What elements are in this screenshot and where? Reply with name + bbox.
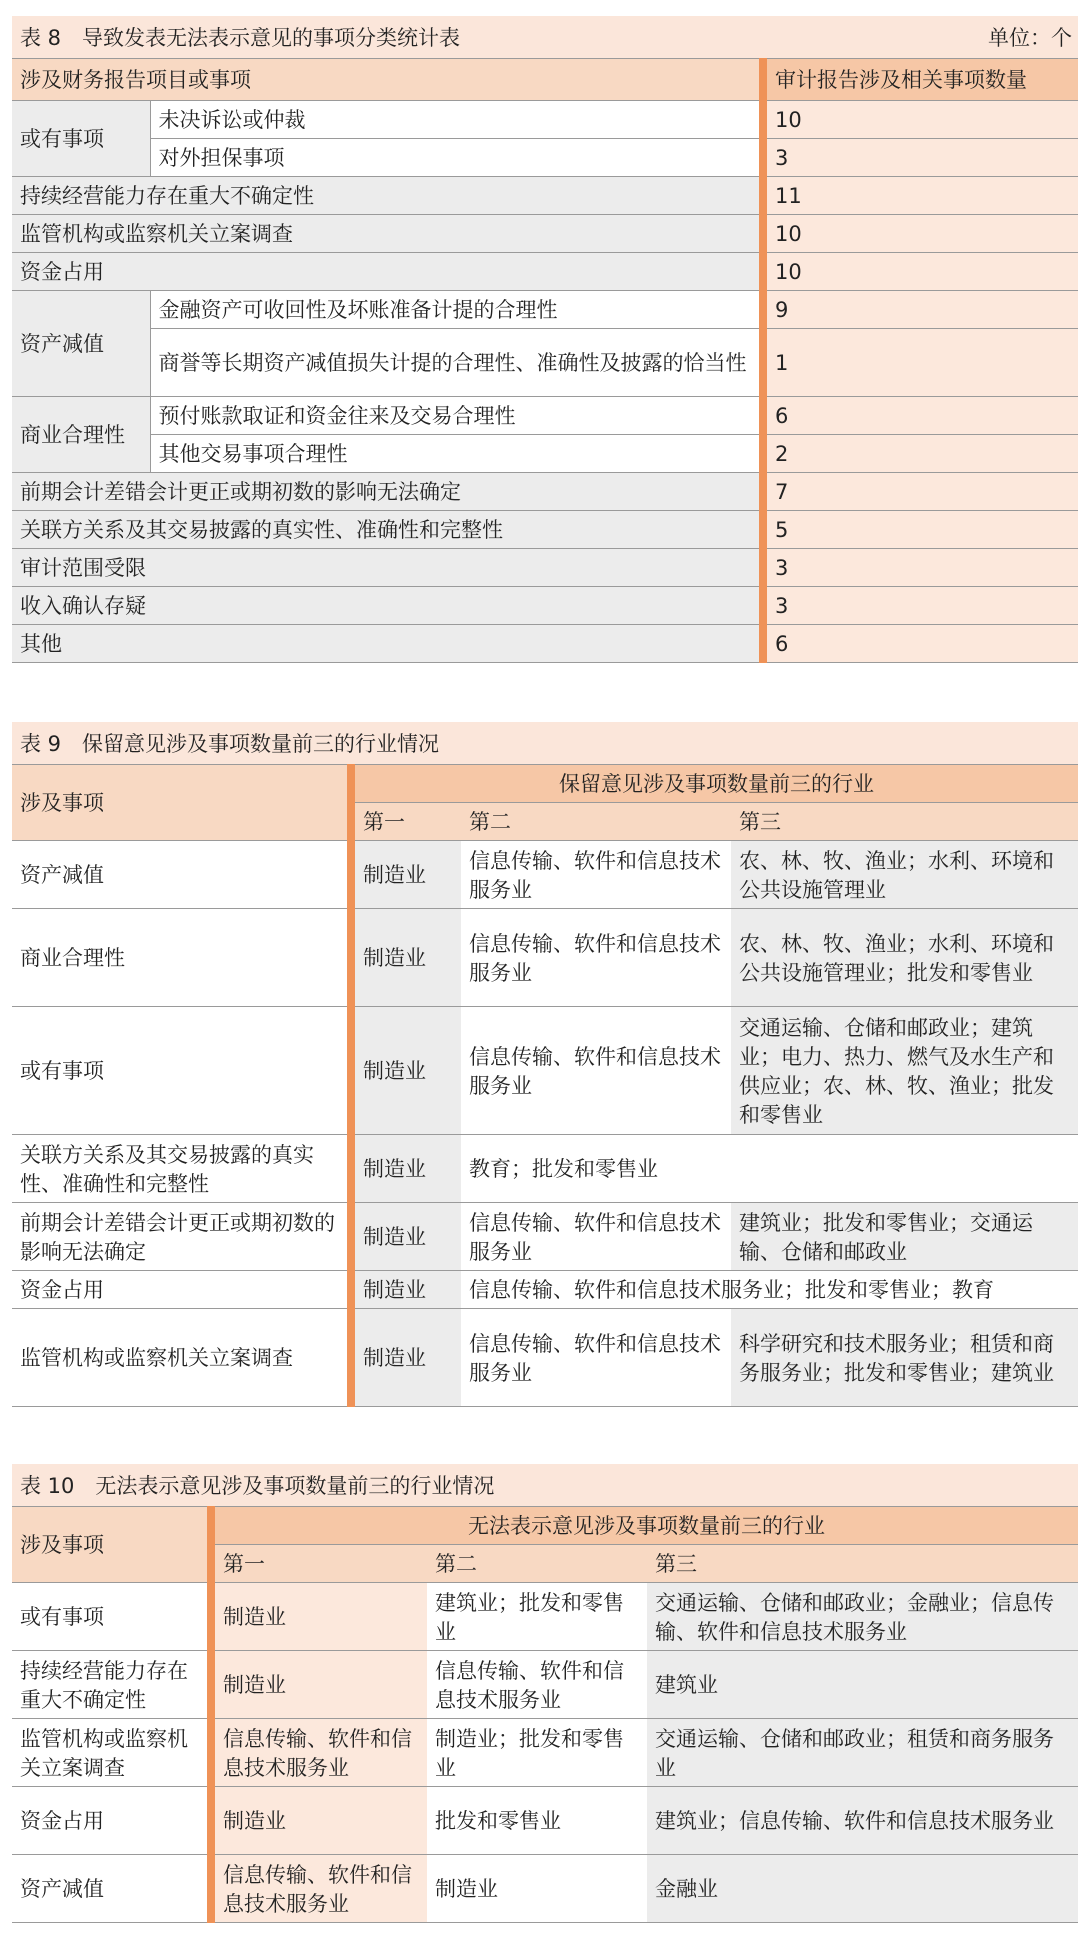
second-cell: 信息传输、软件和信息技术服务业 [427, 1651, 647, 1719]
label-cell: 持续经营能力存在重大不确定性 [12, 177, 763, 215]
count-cell: 6 [763, 625, 1078, 663]
header-item: 涉及事项 [12, 765, 351, 841]
table-9-caption [12, 722, 1078, 764]
table-row [12, 101, 1078, 139]
table-row [12, 1787, 1078, 1855]
table-8-unit: 单位：个 [988, 26, 1072, 50]
first-cell: 制造业 [351, 841, 461, 909]
header-second: 第二 [427, 1545, 647, 1583]
item-cell: 关联方关系及其交易披露的真实性、准确性和完整性 [12, 1135, 351, 1203]
count-cell: 10 [763, 101, 1078, 139]
label-cell: 关联方关系及其交易披露的真实性、准确性和完整性 [12, 511, 763, 549]
header-first: 第一 [351, 803, 461, 841]
item-cell: 资产减值 [12, 1855, 211, 1923]
third-cell: 交通运输、仓储和邮政业；建筑业；电力、热力、燃气及水生产和供应业；农、林、牧、渔业；批发和零售业 [731, 1007, 1078, 1135]
table-row [12, 397, 1078, 435]
group-cell: 商业合理性 [12, 397, 150, 473]
sub-cell: 其他交易事项合理性 [150, 435, 763, 473]
table-row [12, 215, 1078, 253]
table-row [12, 549, 1078, 587]
table-10-caption [12, 1464, 1078, 1506]
header-group: 保留意见涉及事项数量前三的行业 [351, 765, 1078, 803]
table-row [12, 1135, 1078, 1203]
label-cell: 资金占用 [12, 253, 763, 291]
table-9-grid [12, 764, 1078, 1407]
sub-cell: 未决诉讼或仲裁 [150, 101, 763, 139]
table-header-row [12, 765, 1078, 803]
first-cell: 制造业 [211, 1583, 427, 1651]
table-row [12, 1855, 1078, 1923]
table-row [12, 1007, 1078, 1135]
second-cell: 制造业 [427, 1855, 647, 1923]
first-cell: 制造业 [351, 1271, 461, 1309]
second-cell: 制造业；批发和零售业 [427, 1719, 647, 1787]
item-cell: 商业合理性 [12, 909, 351, 1007]
first-cell: 制造业 [351, 1135, 461, 1203]
second-cell: 批发和零售业 [427, 1787, 647, 1855]
label-cell: 监管机构或监察机关立案调查 [12, 215, 763, 253]
item-cell: 资产减值 [12, 841, 351, 909]
item-cell: 或有事项 [12, 1583, 211, 1651]
sub-cell: 金融资产可收回性及坏账准备计提的合理性 [150, 291, 763, 329]
header-first: 第一 [211, 1545, 427, 1583]
item-cell: 或有事项 [12, 1007, 351, 1135]
second-cell: 信息传输、软件和信息技术服务业 [461, 841, 731, 909]
table-9 [12, 722, 1078, 1407]
table-row [12, 909, 1078, 1007]
count-cell: 9 [763, 291, 1078, 329]
third-cell: 建筑业 [647, 1651, 1078, 1719]
table-row [12, 841, 1078, 909]
count-cell: 3 [763, 587, 1078, 625]
label-cell: 前期会计差错会计更正或期初数的影响无法确定 [12, 473, 763, 511]
group-cell: 资产减值 [12, 291, 150, 397]
table-row [12, 177, 1078, 215]
label-cell: 审计范围受限 [12, 549, 763, 587]
count-cell: 1 [763, 329, 1078, 397]
second-cell: 信息传输、软件和信息技术服务业 [461, 1203, 731, 1271]
table-row [12, 1651, 1078, 1719]
header-count: 审计报告涉及相关事项数量 [763, 59, 1078, 101]
table-row [12, 1271, 1078, 1309]
third-cell: 科学研究和技术服务业；租赁和商务服务业；批发和零售业；建筑业 [731, 1309, 1078, 1407]
third-cell: 交通运输、仓储和邮政业；金融业；信息传输、软件和信息技术服务业 [647, 1583, 1078, 1651]
first-cell: 制造业 [351, 909, 461, 1007]
table-row [12, 139, 1078, 177]
first-cell: 制造业 [351, 1203, 461, 1271]
table-10 [12, 1464, 1078, 1923]
count-cell: 3 [763, 549, 1078, 587]
table-8-title: 表 8 导致发表无法表示意见的事项分类统计表 [20, 26, 461, 50]
first-cell: 制造业 [351, 1309, 461, 1407]
item-cell: 资金占用 [12, 1787, 211, 1855]
item-cell: 监管机构或监察机关立案调查 [12, 1719, 211, 1787]
count-cell: 7 [763, 473, 1078, 511]
second-cell: 信息传输、软件和信息技术服务业；批发和零售业；教育 [461, 1271, 1078, 1309]
table-row [12, 511, 1078, 549]
table-row [12, 625, 1078, 663]
table-9-title: 表 9 保留意见涉及事项数量前三的行业情况 [20, 732, 440, 756]
label-cell: 其他 [12, 625, 763, 663]
table-8-caption [12, 16, 1078, 58]
item-cell: 持续经营能力存在重大不确定性 [12, 1651, 211, 1719]
table-row [12, 329, 1078, 397]
item-cell: 资金占用 [12, 1271, 351, 1309]
first-cell: 制造业 [351, 1007, 461, 1135]
table-10-title: 表 10 无法表示意见涉及事项数量前三的行业情况 [20, 1474, 495, 1498]
table-row [12, 1309, 1078, 1407]
second-cell: 信息传输、软件和信息技术服务业 [461, 1309, 731, 1407]
header-group: 无法表示意见涉及事项数量前三的行业 [211, 1507, 1078, 1545]
count-cell: 6 [763, 397, 1078, 435]
header-item: 涉及财务报告项目或事项 [12, 59, 763, 101]
sub-cell: 商誉等长期资产减值损失计提的合理性、准确性及披露的恰当性 [150, 329, 763, 397]
table-row [12, 1583, 1078, 1651]
table-row [12, 253, 1078, 291]
count-cell: 11 [763, 177, 1078, 215]
first-cell: 制造业 [211, 1787, 427, 1855]
first-cell: 信息传输、软件和信息技术服务业 [211, 1855, 427, 1923]
table-row [12, 291, 1078, 329]
second-cell: 建筑业；批发和零售业 [427, 1583, 647, 1651]
table-row [12, 587, 1078, 625]
third-cell: 农、林、牧、渔业；水利、环境和公共设施管理业；批发和零售业 [731, 909, 1078, 1007]
label-cell: 收入确认存疑 [12, 587, 763, 625]
table-row [12, 1719, 1078, 1787]
count-cell: 3 [763, 139, 1078, 177]
second-cell: 教育；批发和零售业 [461, 1135, 1078, 1203]
table-10-grid [12, 1506, 1078, 1923]
first-cell: 制造业 [211, 1651, 427, 1719]
item-cell: 监管机构或监察机关立案调查 [12, 1309, 351, 1407]
first-cell: 信息传输、软件和信息技术服务业 [211, 1719, 427, 1787]
table-row [12, 473, 1078, 511]
third-cell: 建筑业；批发和零售业；交通运输、仓储和邮政业 [731, 1203, 1078, 1271]
sub-cell: 对外担保事项 [150, 139, 763, 177]
table-row [12, 1203, 1078, 1271]
count-cell: 10 [763, 215, 1078, 253]
table-header-row [12, 59, 1078, 101]
third-cell: 金融业 [647, 1855, 1078, 1923]
group-cell: 或有事项 [12, 101, 150, 177]
second-cell: 信息传输、软件和信息技术服务业 [461, 909, 731, 1007]
header-third: 第三 [647, 1545, 1078, 1583]
sub-cell: 预付账款取证和资金往来及交易合理性 [150, 397, 763, 435]
table-row [12, 435, 1078, 473]
count-cell: 2 [763, 435, 1078, 473]
table-8-grid [12, 58, 1078, 663]
item-cell: 前期会计差错会计更正或期初数的影响无法确定 [12, 1203, 351, 1271]
count-cell: 5 [763, 511, 1078, 549]
third-cell: 交通运输、仓储和邮政业；租赁和商务服务业 [647, 1719, 1078, 1787]
third-cell: 农、林、牧、渔业；水利、环境和公共设施管理业 [731, 841, 1078, 909]
table-header-row [12, 1507, 1078, 1545]
table-8 [12, 16, 1078, 663]
third-cell: 建筑业；信息传输、软件和信息技术服务业 [647, 1787, 1078, 1855]
count-cell: 10 [763, 253, 1078, 291]
header-second: 第二 [461, 803, 731, 841]
header-third: 第三 [731, 803, 1078, 841]
header-item: 涉及事项 [12, 1507, 211, 1583]
second-cell: 信息传输、软件和信息技术服务业 [461, 1007, 731, 1135]
